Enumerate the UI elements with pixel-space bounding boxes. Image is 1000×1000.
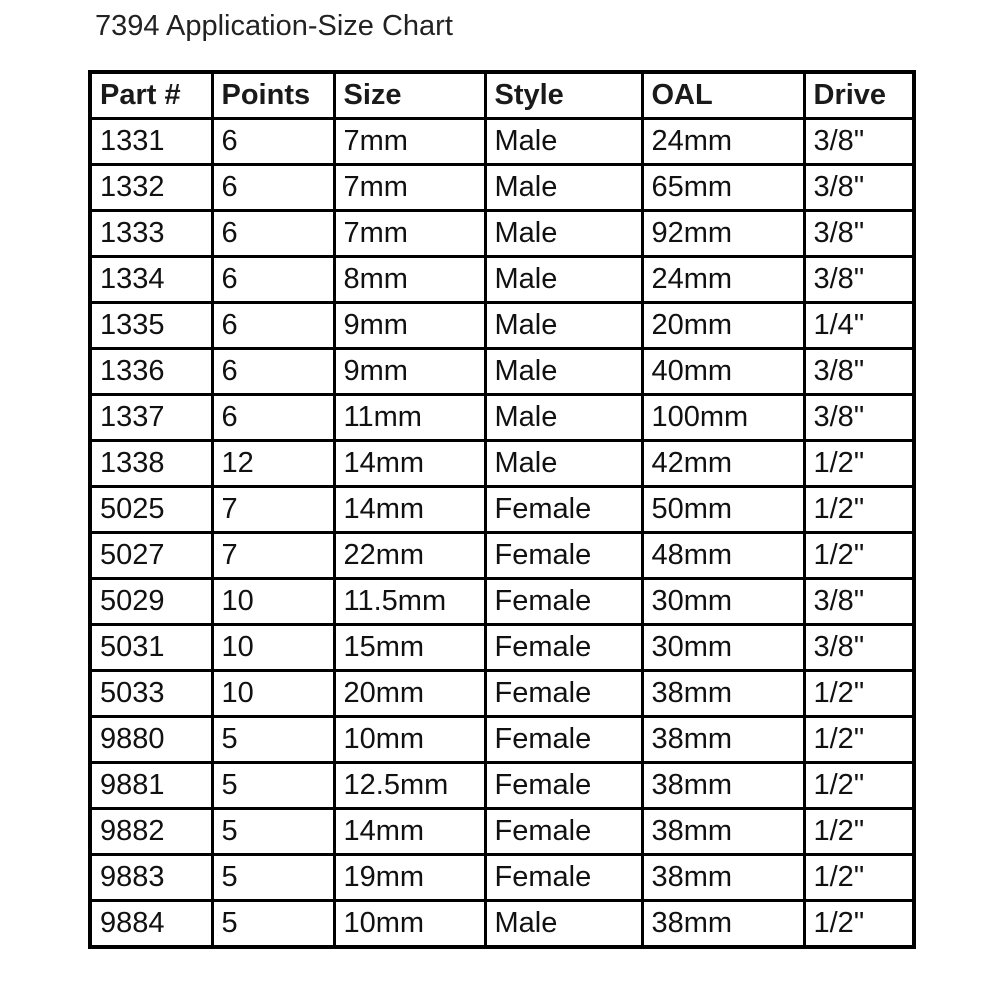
table-cell: Female (485, 809, 642, 855)
table-cell: Female (485, 717, 642, 763)
table-row (90, 487, 914, 533)
table-cell: 3/8" (804, 257, 914, 303)
table-cell: 1/2" (804, 441, 914, 487)
column-header: Size (334, 72, 485, 119)
table-cell: 9881 (90, 763, 212, 809)
table-cell: 6 (212, 211, 334, 257)
table-cell: 24mm (642, 257, 804, 303)
table-cell: 1/2" (804, 533, 914, 579)
table-cell: 6 (212, 119, 334, 165)
column-header: Drive (804, 72, 914, 119)
table-cell: 11.5mm (334, 579, 485, 625)
table-cell: 3/8" (804, 349, 914, 395)
table-cell: Male (485, 441, 642, 487)
table-row (90, 763, 914, 809)
table-cell: 5031 (90, 625, 212, 671)
table-cell: 14mm (334, 809, 485, 855)
table-cell: 7mm (334, 119, 485, 165)
table-cell: 5 (212, 901, 334, 948)
table-cell: 8mm (334, 257, 485, 303)
table-cell: 38mm (642, 763, 804, 809)
table-cell: 10 (212, 671, 334, 717)
table-row (90, 441, 914, 487)
table-cell: 22mm (334, 533, 485, 579)
table-cell: 65mm (642, 165, 804, 211)
table-row (90, 211, 914, 257)
table-cell: 30mm (642, 579, 804, 625)
table-cell: Male (485, 257, 642, 303)
table-cell: 9mm (334, 303, 485, 349)
application-size-table (88, 70, 916, 949)
table-cell: 5027 (90, 533, 212, 579)
table-cell: 38mm (642, 901, 804, 948)
table-row (90, 717, 914, 763)
table-cell: 10 (212, 579, 334, 625)
table-cell: 24mm (642, 119, 804, 165)
table-cell: 5025 (90, 487, 212, 533)
table-cell: Female (485, 533, 642, 579)
table-row (90, 349, 914, 395)
table-cell: 1/2" (804, 717, 914, 763)
table-cell: 6 (212, 349, 334, 395)
column-header: OAL (642, 72, 804, 119)
table-cell: 7mm (334, 165, 485, 211)
table-cell: 10mm (334, 717, 485, 763)
table-cell: 1333 (90, 211, 212, 257)
table-cell: 11mm (334, 395, 485, 441)
table-cell: 5 (212, 855, 334, 901)
table-cell: 5029 (90, 579, 212, 625)
table-cell: 38mm (642, 809, 804, 855)
table-cell: 1334 (90, 257, 212, 303)
table-cell: Male (485, 349, 642, 395)
table-cell: Female (485, 855, 642, 901)
table-cell: 1331 (90, 119, 212, 165)
table-cell: 9mm (334, 349, 485, 395)
table-cell: 1/2" (804, 487, 914, 533)
table-cell: 5 (212, 717, 334, 763)
table-cell: 3/8" (804, 211, 914, 257)
table-cell: 15mm (334, 625, 485, 671)
table-row (90, 855, 914, 901)
table-cell: 6 (212, 303, 334, 349)
table-cell: 7mm (334, 211, 485, 257)
table-cell: 3/8" (804, 395, 914, 441)
table-row (90, 533, 914, 579)
table-cell: 1/2" (804, 855, 914, 901)
table-cell: 40mm (642, 349, 804, 395)
table-cell: 3/8" (804, 165, 914, 211)
table-row (90, 809, 914, 855)
table-row (90, 303, 914, 349)
table-cell: 12 (212, 441, 334, 487)
table-cell: 3/8" (804, 625, 914, 671)
table-cell: 6 (212, 395, 334, 441)
table-cell: Female (485, 763, 642, 809)
table-row (90, 395, 914, 441)
table-cell: 19mm (334, 855, 485, 901)
table-cell: Female (485, 671, 642, 717)
table-cell: 1338 (90, 441, 212, 487)
table-cell: Female (485, 487, 642, 533)
column-header: Part # (90, 72, 212, 119)
table-cell: 1337 (90, 395, 212, 441)
table-cell: 38mm (642, 855, 804, 901)
table-cell: Male (485, 901, 642, 948)
table-cell: 20mm (334, 671, 485, 717)
table-cell: 48mm (642, 533, 804, 579)
table-cell: 3/8" (804, 579, 914, 625)
table-cell: 38mm (642, 671, 804, 717)
table-cell: 1/2" (804, 809, 914, 855)
table-cell: 30mm (642, 625, 804, 671)
table-cell: 1/2" (804, 763, 914, 809)
table-row (90, 579, 914, 625)
table-cell: 5 (212, 809, 334, 855)
table-cell: 1/4" (804, 303, 914, 349)
table-cell: 38mm (642, 717, 804, 763)
table-cell: 100mm (642, 395, 804, 441)
table-cell: 9884 (90, 901, 212, 948)
table-cell: 10 (212, 625, 334, 671)
table-cell: 5 (212, 763, 334, 809)
table-cell: 42mm (642, 441, 804, 487)
table-cell: 6 (212, 257, 334, 303)
page-title: 7394 Application-Size Chart (95, 10, 453, 42)
table-cell: 3/8" (804, 119, 914, 165)
table-cell: 1332 (90, 165, 212, 211)
table-cell: 9882 (90, 809, 212, 855)
table-cell: 1335 (90, 303, 212, 349)
table-row (90, 671, 914, 717)
table-cell: 14mm (334, 487, 485, 533)
table-cell: 1336 (90, 349, 212, 395)
table-cell: Male (485, 303, 642, 349)
table-cell: 9883 (90, 855, 212, 901)
table-row (90, 119, 914, 165)
table-cell: Female (485, 579, 642, 625)
table-cell: Male (485, 395, 642, 441)
column-header: Points (212, 72, 334, 119)
table-body (90, 119, 914, 948)
table-row (90, 257, 914, 303)
table-cell: 7 (212, 487, 334, 533)
table-row (90, 901, 914, 948)
table-cell: Male (485, 119, 642, 165)
table-cell: 50mm (642, 487, 804, 533)
table-cell: 7 (212, 533, 334, 579)
table-cell: 1/2" (804, 671, 914, 717)
table-cell: 10mm (334, 901, 485, 948)
table-cell: 1/2" (804, 901, 914, 948)
table-cell: Female (485, 625, 642, 671)
header-row (90, 72, 914, 119)
table-cell: 9880 (90, 717, 212, 763)
table-cell: 20mm (642, 303, 804, 349)
table-cell: Male (485, 211, 642, 257)
table-row (90, 625, 914, 671)
table-cell: 5033 (90, 671, 212, 717)
table-cell: 6 (212, 165, 334, 211)
table-cell: 12.5mm (334, 763, 485, 809)
table-row (90, 165, 914, 211)
table-cell: 92mm (642, 211, 804, 257)
column-header: Style (485, 72, 642, 119)
table-cell: 14mm (334, 441, 485, 487)
table-cell: Male (485, 165, 642, 211)
